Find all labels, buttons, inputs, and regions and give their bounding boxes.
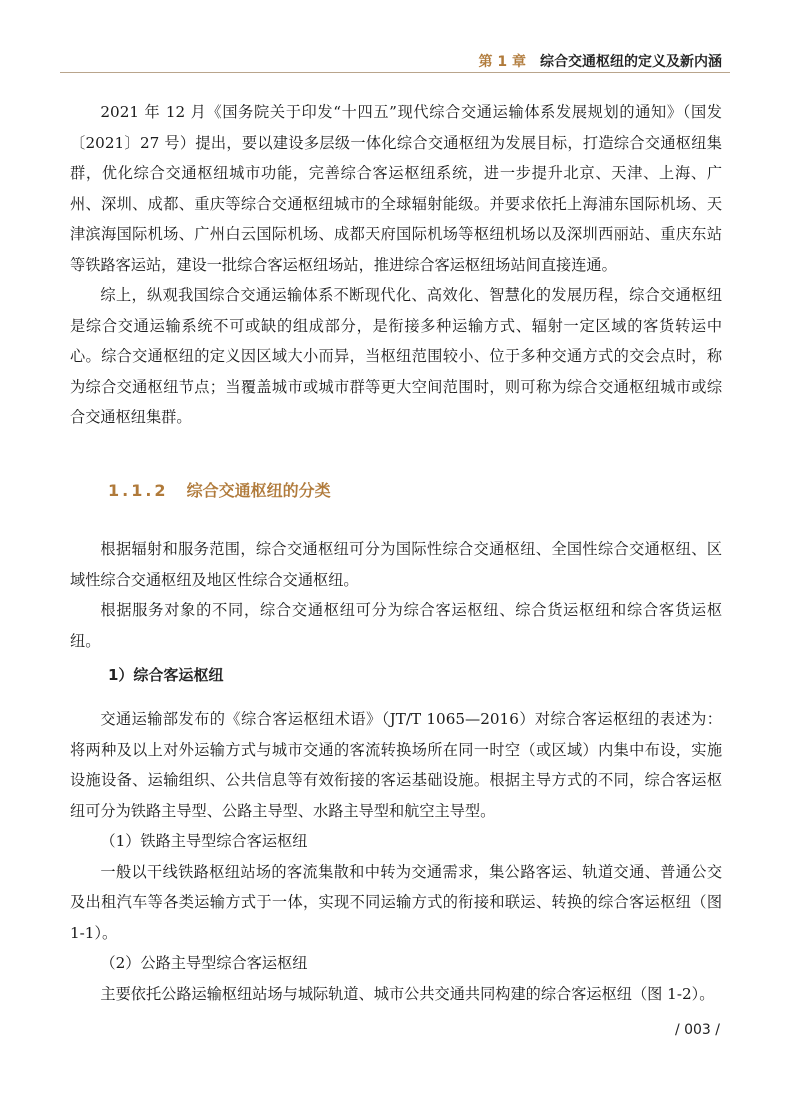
section-text	[70, 534, 722, 656]
paragraph: 交通运输部发布的《综合客运枢纽术语》（JT/T 1065—2016）对综合客运枢纽的表述为：将两种及以上对外运输方式与城市交通的客流转换场所在同一时空（或区域）内集中布设，实施设施设备、运输组织、公共信息等有效衔接的客运基础设施。根据主导方式的不同，综合客运枢纽可分为铁路主导型、公路主导型、水路主导型和航空主导型。	[70, 710, 722, 820]
paragraph: 一般以干线铁路枢纽站场的客流集散和中转为交通需求，集公路客运、轨道交通、普通公交及出租汽车等各类运输方式于一体，实现不同运输方式的衔接和联运、转换的综合客运枢纽（图 1-1）。	[70, 862, 722, 942]
paragraph: 根据服务对象的不同，综合交通枢纽可分为综合客运枢纽、综合货运枢纽和综合客货运枢纽。	[70, 601, 722, 650]
subsection-heading: 1）综合客运枢纽	[108, 666, 224, 684]
paragraph: 根据辐射和服务范围，综合交通枢纽可分为国际性综合交通枢纽、全国性综合交通枢纽、区域性综合交通枢纽及地区性综合交通枢纽。	[70, 540, 722, 589]
section-title: 综合交通枢纽的分类	[186, 481, 331, 500]
header-chapter: 第 1 章	[478, 54, 526, 70]
subsection-text	[70, 704, 722, 1009]
page-number: / 003 /	[674, 1022, 720, 1038]
section-number: 1.1.2	[108, 481, 169, 500]
paragraph: 2021 年 12 月《国务院关于印发“十四五”现代综合交通运输体系发展规划的通知》（国发〔2021〕27 号）提出，要以建设多层级一体化综合交通枢纽为发展目标，打造综合交通枢纽集群，优化综合交通枢纽城市功能，完善综合客运枢纽系统，进一步提升北京、天津、上海、广州、深圳、成都、重庆等综合交通枢纽城市的全球辐射能级。并要求依托上海浦东国际机场、天津滨海国际机场、广州白云国际机场、成都天府国际机场等枢纽机场以及深圳西丽站、重庆东站等铁路客运站，建设一批综合客运枢纽场站，推进综合客运枢纽场站间直接连通。	[70, 103, 722, 274]
header-title: 综合交通枢纽的定义及新内涵	[540, 54, 722, 70]
header-right	[479, 51, 723, 71]
paragraph: 综上，纵观我国综合交通运输体系不断现代化、高效化、智慧化的发展历程，综合交通枢纽是综合交通运输系统不可或缺的组成部分，是衔接多种运输方式、辐射一定区域的客货转运中心。综合交通枢纽的定义因区域大小而异，当枢纽范围较小、位于多种交通方式的交会点时，称为综合交通枢纽节点；当覆盖城市或城市群等更大空间范围时，则可称为综合交通枢纽城市或综合交通枢纽集群。	[70, 286, 722, 426]
paragraph: 主要依托公路运输枢纽站场与城际轨道、城市公共交通共同构建的综合客运枢纽（图 1-2）。	[100, 984, 715, 1003]
intro-text	[70, 97, 722, 433]
running-header	[60, 50, 730, 73]
paragraph-heading: （2）公路主导型综合客运枢纽	[100, 954, 308, 972]
paragraph-heading: （1）铁路主导型综合客运枢纽	[100, 832, 308, 850]
section-heading	[108, 478, 331, 501]
